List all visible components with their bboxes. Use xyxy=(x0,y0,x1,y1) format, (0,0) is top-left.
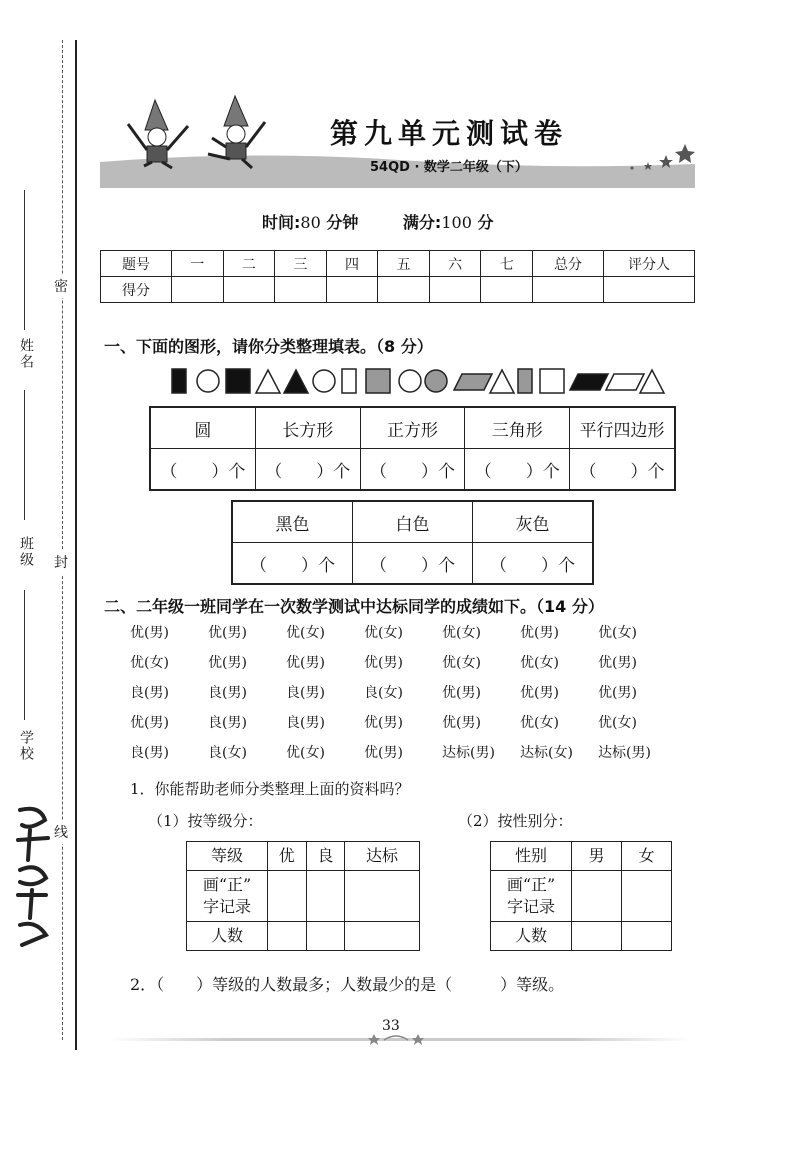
score-header: 题号 xyxy=(101,251,172,277)
q2-sub2: 2．（ ）等级的人数最多；人数最少的是（ ）等级。 xyxy=(130,975,565,994)
count-label: 人数 xyxy=(491,922,572,951)
tally-label: 画“正” 字记录 xyxy=(491,871,572,922)
grade-entry: 优(女) xyxy=(520,715,559,731)
shape-count-blank[interactable]: （ ）个 xyxy=(570,449,675,491)
color-header: 灰色 xyxy=(472,501,593,543)
grade-entry: 优(男) xyxy=(520,685,559,701)
score-cell[interactable] xyxy=(223,277,275,303)
grade-entry: 优(男) xyxy=(520,625,559,641)
count-cell[interactable] xyxy=(572,922,622,951)
tally-cell[interactable] xyxy=(572,871,622,922)
shape-count-blank[interactable]: （ ）个 xyxy=(150,449,255,491)
full-score-unit: 分 xyxy=(477,213,494,232)
grade-entry: 优(女) xyxy=(520,655,559,671)
grade-header: 等级 xyxy=(187,842,268,871)
grade-list xyxy=(130,622,676,772)
score-header: 五 xyxy=(378,251,430,277)
grade-row xyxy=(130,652,676,682)
gender-header: 男 xyxy=(572,842,622,871)
color-count-blank[interactable]: （ ）个 xyxy=(353,543,473,585)
q2-title: 二、二年级一班同学在一次数学测试中达标同学的成绩如下。（14 分） xyxy=(104,597,604,616)
gray-square-icon xyxy=(366,369,390,393)
page-number: 33 xyxy=(382,1018,400,1034)
shape-header: 三角形 xyxy=(465,407,570,449)
color-count-table xyxy=(231,500,594,585)
class-label: 班级 xyxy=(18,536,34,568)
time-value: 80 xyxy=(300,213,321,232)
shape-count-blank[interactable]: （ ）个 xyxy=(255,449,360,491)
score-cell[interactable] xyxy=(172,277,224,303)
black-rectangle-icon xyxy=(172,369,186,393)
grade-entry: 优(男) xyxy=(598,685,637,701)
seal-xian: 线 xyxy=(54,820,68,844)
white-rectangle-icon xyxy=(342,369,356,393)
grade-entry: 优(女) xyxy=(442,655,481,671)
grade-entry: 优(女) xyxy=(598,625,637,641)
class-blank[interactable] xyxy=(24,590,25,720)
score-cell[interactable] xyxy=(533,277,604,303)
grade-entry: 良(男) xyxy=(130,685,169,701)
tally-cell[interactable] xyxy=(345,871,420,922)
score-header: 总分 xyxy=(533,251,604,277)
count-cell[interactable] xyxy=(622,922,672,951)
name-blank[interactable] xyxy=(24,190,25,330)
count-cell[interactable] xyxy=(306,922,345,951)
grade-entry: 达标(女) xyxy=(520,745,573,761)
grade-tally-table xyxy=(186,841,420,951)
black-square-icon xyxy=(226,369,250,393)
full-score-value: 100 xyxy=(441,213,472,232)
grade-entry: 优(女) xyxy=(130,655,169,671)
white-square-icon xyxy=(540,369,564,393)
seal-mi: 密 xyxy=(54,274,68,298)
gender-header: 女 xyxy=(622,842,672,871)
name-blank-lower xyxy=(24,390,25,520)
white-circle-icon xyxy=(399,370,421,392)
time-info xyxy=(262,210,493,233)
grade-row xyxy=(130,682,676,712)
grade-entry: 优(男) xyxy=(286,655,325,671)
time-unit: 分钟 xyxy=(326,213,359,232)
score-header: 一 xyxy=(172,251,224,277)
part1-label: （1）按等级分： xyxy=(148,812,263,830)
q2-sub1: 1．你能帮助老师分类整理上面的资料吗？ xyxy=(130,780,410,798)
grade-row xyxy=(130,742,676,772)
color-header: 白色 xyxy=(353,501,473,543)
score-cell[interactable] xyxy=(604,277,695,303)
gender-header: 性别 xyxy=(491,842,572,871)
grade-entry: 优(女) xyxy=(286,745,325,761)
grade-entry: 良(男) xyxy=(208,685,247,701)
time-label: 时间: xyxy=(262,213,301,232)
grade-entry: 良(男) xyxy=(208,715,247,731)
grade-row xyxy=(130,712,676,742)
grade-entry: 优(男) xyxy=(442,685,481,701)
grade-entry: 优(男) xyxy=(598,655,637,671)
score-header: 二 xyxy=(223,251,275,277)
grade-entry: 优(男) xyxy=(364,715,403,731)
footer-ornament-icon xyxy=(366,1032,426,1046)
score-cell[interactable] xyxy=(326,277,378,303)
shape-header: 长方形 xyxy=(255,407,360,449)
margin-solid-line xyxy=(75,40,77,1050)
school-label: 学校 xyxy=(18,730,34,762)
grade-entry: 优(女) xyxy=(598,715,637,731)
shape-count-table xyxy=(149,406,676,491)
shape-header: 圆 xyxy=(150,407,255,449)
count-cell[interactable] xyxy=(345,922,420,951)
gray-parallelogram-icon xyxy=(454,374,492,390)
count-cell[interactable] xyxy=(268,922,307,951)
tally-cell[interactable] xyxy=(306,871,345,922)
score-header: 七 xyxy=(481,251,533,277)
fold-dashed-line xyxy=(62,40,63,1040)
white-triangle-icon xyxy=(490,370,514,393)
tally-cell[interactable] xyxy=(268,871,307,922)
score-cell[interactable] xyxy=(429,277,481,303)
grade-entry: 良(男) xyxy=(130,745,169,761)
white-circle-icon xyxy=(197,370,219,392)
shape-row xyxy=(170,366,670,396)
grade-entry: 良(女) xyxy=(364,685,403,701)
black-parallelogram-icon xyxy=(570,374,608,390)
grade-entry: 优(男) xyxy=(130,715,169,731)
score-header: 评分人 xyxy=(604,251,695,277)
grade-entry: 优(女) xyxy=(442,625,481,641)
page-title: 第九单元测试卷 xyxy=(330,117,569,150)
score-header: 六 xyxy=(429,251,481,277)
grade-entry: 良(女) xyxy=(208,745,247,761)
grade-entry: 优(男) xyxy=(364,745,403,761)
q1-title: 一、下面的图形，请你分类整理填表。（8 分） xyxy=(104,337,433,356)
score-cell[interactable] xyxy=(275,277,327,303)
score-header: 四 xyxy=(326,251,378,277)
count-label: 人数 xyxy=(187,922,268,951)
white-triangle-icon xyxy=(256,370,280,393)
score-cell[interactable] xyxy=(378,277,430,303)
name-label: 姓名 xyxy=(18,338,34,370)
tally-cell[interactable] xyxy=(622,871,672,922)
grade-entry: 优(男) xyxy=(208,625,247,641)
grade-entry: 优(男) xyxy=(364,655,403,671)
shape-count-blank[interactable]: （ ）个 xyxy=(465,449,570,491)
grade-header: 达标 xyxy=(345,842,420,871)
part2-label: （2）按性别分： xyxy=(458,812,573,830)
shape-count-blank[interactable]: （ ）个 xyxy=(360,449,465,491)
gender-tally-table xyxy=(490,841,672,951)
white-parallelogram-icon xyxy=(606,374,644,390)
score-table xyxy=(100,250,695,303)
grade-entry: 达标(男) xyxy=(442,745,495,761)
grade-entry: 优(女) xyxy=(364,625,403,641)
grade-entry: 达标(男) xyxy=(598,745,651,761)
color-count-blank[interactable]: （ ）个 xyxy=(232,543,353,585)
score-header: 三 xyxy=(275,251,327,277)
full-score-label: 满分: xyxy=(402,213,442,232)
grade-entry: 优(男) xyxy=(130,625,169,641)
score-row-label: 得分 xyxy=(101,277,172,303)
score-cell[interactable] xyxy=(481,277,533,303)
grade-entry: 良(男) xyxy=(286,685,325,701)
grade-header: 优 xyxy=(268,842,307,871)
gray-circle-icon xyxy=(425,370,447,392)
color-count-blank[interactable]: （ ）个 xyxy=(472,543,593,585)
black-triangle-icon xyxy=(284,370,308,393)
brand-logo-icon xyxy=(10,800,55,950)
grade-row xyxy=(130,622,676,652)
tally-label: 画“正” 字记录 xyxy=(187,871,268,922)
grade-entry: 优(男) xyxy=(208,655,247,671)
grade-header: 良 xyxy=(306,842,345,871)
shape-header: 正方形 xyxy=(360,407,465,449)
gray-rectangle-icon xyxy=(518,369,532,393)
white-circle-icon xyxy=(313,370,335,392)
grade-entry: 良(男) xyxy=(286,715,325,731)
seal-feng: 封 xyxy=(54,550,68,574)
page-subtitle: 54QD · 数学二年级（下） xyxy=(370,160,528,175)
grade-entry: 优(女) xyxy=(286,625,325,641)
grade-entry: 优(男) xyxy=(442,715,481,731)
shape-header: 平行四边形 xyxy=(570,407,675,449)
color-header: 黑色 xyxy=(232,501,353,543)
